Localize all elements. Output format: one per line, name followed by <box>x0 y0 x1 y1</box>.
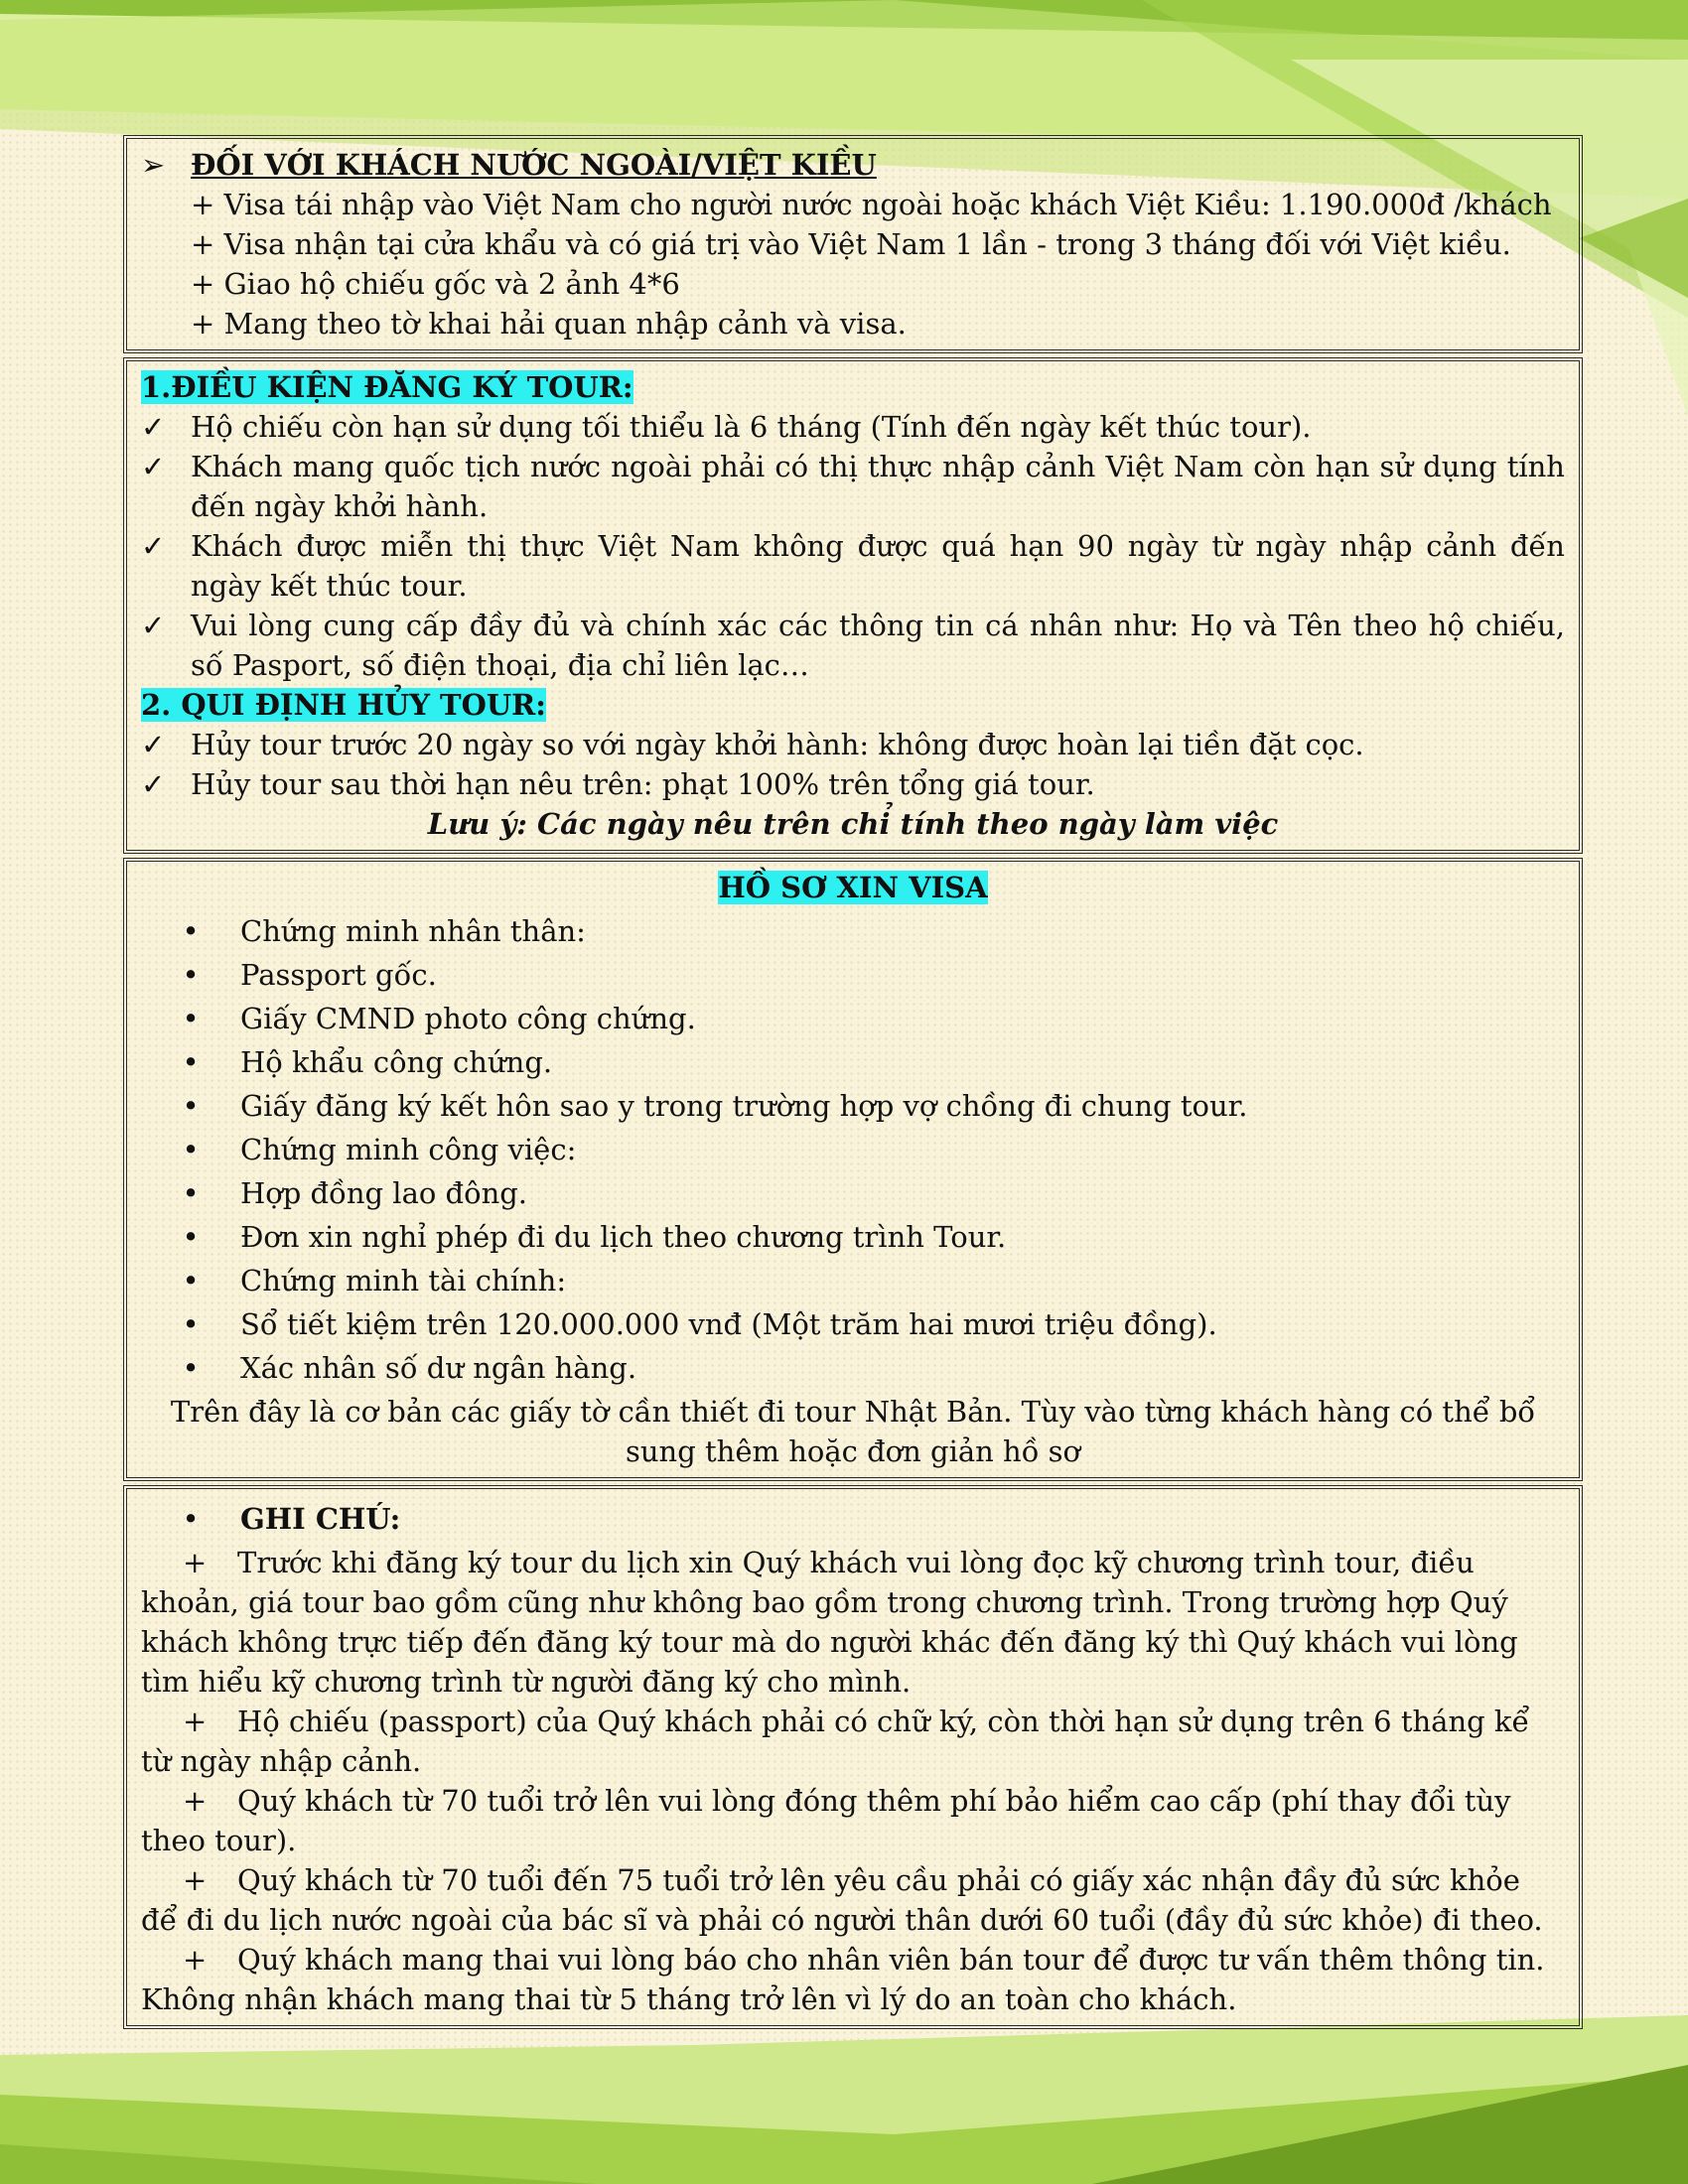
visa-item <box>141 1261 1565 1300</box>
bullet-icon: • <box>182 1002 200 1035</box>
visa-text: Chứng minh công việc: <box>240 1133 577 1166</box>
visa-text: Đơn xin nghỉ phép đi du lịch theo chương trình Tour. <box>240 1220 1007 1254</box>
foreign-line: + Giao hộ chiếu gốc và 2 ảnh 4*6 <box>191 267 680 301</box>
visa-footer: Trên đây là cơ bản các giấy tờ cần thiết đi tour Nhật Bản. Tùy vào từng khách hàng có thể bổ sung thêm hoặc đơn giản hồ sơ <box>170 1395 1536 1468</box>
visa-item <box>141 955 1565 995</box>
note-paragraph <box>141 1860 1565 1940</box>
section-notes <box>123 1485 1583 2029</box>
plus-icon: + <box>183 1863 208 1897</box>
note-paragraph <box>141 1702 1565 1781</box>
note-paragraph <box>141 1940 1565 2019</box>
note-text: Quý khách mang thai vui lòng báo cho nhân viên bán tour để được tư vấn thêm thông tin. Không nhận khách mang thai từ 5 tháng trở lên vì lý do an toàn cho khách. <box>141 1943 1545 2016</box>
visa-text: Hợp đồng lao đông. <box>240 1176 528 1210</box>
condition-item <box>141 606 1565 685</box>
check-icon: ✓ <box>141 728 166 761</box>
cancel-note: Lưu ý: Các ngày nêu trên chỉ tính theo ngày làm việc <box>427 807 1279 841</box>
bullet-icon: • <box>182 1264 200 1297</box>
bullet-icon: • <box>182 1307 200 1341</box>
visa-item <box>141 1173 1565 1213</box>
note-text: Hộ chiếu (passport) của Quý khách phải có chữ ký, còn thời hạn sử dụng trên 6 tháng kể từ ngày nhập cảnh. <box>141 1705 1530 1778</box>
document-content <box>123 135 1583 2033</box>
foreign-line: + Visa nhận tại cửa khẩu và có giá trị vào Việt Nam 1 lần - trong 3 tháng đối với Việt kiều. <box>191 227 1511 261</box>
section-foreign-guests <box>123 135 1583 353</box>
check-icon: ✓ <box>141 529 166 563</box>
section-conditions <box>123 357 1583 854</box>
cancel-text: Hủy tour sau thời hạn nêu trên: phạt 100% trên tổng giá tour. <box>191 767 1095 801</box>
condition-text: Khách được miễn thị thực Việt Nam không được quá hạn 90 ngày từ ngày nhập cảnh đến ngày kết thúc tour. <box>191 529 1565 603</box>
cancel-heading: 2. QUI ĐỊNH HỦY TOUR: <box>141 688 546 722</box>
cancel-item <box>141 725 1565 764</box>
bullet-icon: • <box>182 1351 200 1385</box>
conditions-heading: 1.ĐIỀU KIỆN ĐĂNG KÝ TOUR: <box>141 370 633 404</box>
visa-text: Chứng minh nhân thân: <box>240 914 586 948</box>
visa-text: Giấy đăng ký kết hôn sao y trong trường hợp vợ chồng đi chung tour. <box>240 1089 1248 1123</box>
bullet-icon: • <box>182 958 200 992</box>
notes-heading-row <box>141 1499 1565 1539</box>
visa-heading: HỒ SƠ XIN VISA <box>718 871 988 904</box>
condition-item <box>141 447 1565 526</box>
bullet-icon: • <box>182 1045 200 1079</box>
foreign-line: + Mang theo tờ khai hải quan nhập cảnh và visa. <box>191 307 907 341</box>
cancel-item <box>141 764 1565 804</box>
bullet-icon: • <box>182 1220 200 1254</box>
visa-item <box>141 1086 1565 1126</box>
note-paragraph <box>141 1781 1565 1860</box>
visa-text: Chứng minh tài chính: <box>240 1264 567 1297</box>
visa-item <box>141 1130 1565 1169</box>
notes-heading: GHI CHÚ: <box>240 1502 401 1536</box>
bullet-icon: • <box>182 1133 200 1166</box>
foreign-heading: ĐỐI VỚI KHÁCH NƯỚC NGOÀI/VIỆT KIỀU <box>191 148 877 182</box>
visa-text: Hộ khẩu công chứng. <box>240 1045 553 1079</box>
bullet-icon: • <box>182 914 200 948</box>
plus-icon: + <box>183 1546 208 1579</box>
note-text: Quý khách từ 70 tuổi đến 75 tuổi trở lên yêu cầu phải có giấy xác nhận đầy đủ sức khỏe để đi du lịch nước ngoài của bác sĩ và phải có người thân dưới 60 tuổi (đầy đủ sức khỏe) đi theo. <box>141 1863 1543 1937</box>
bullet-icon: • <box>182 1502 200 1536</box>
visa-item <box>141 1042 1565 1082</box>
plus-icon: + <box>183 1943 208 1977</box>
visa-item <box>141 1217 1565 1257</box>
visa-item <box>141 911 1565 951</box>
condition-item <box>141 407 1565 447</box>
plus-icon: + <box>183 1705 208 1738</box>
check-icon: ✓ <box>141 450 166 483</box>
note-text: Trước khi đăng ký tour du lịch xin Quý khách vui lòng đọc kỹ chương trình tour, điều khoản, giá tour bao gồm cũng như không bao gồm trong chương trình. Trong trường hợp Quý khách không trực tiếp đến đăng ký tour mà do người khác đến đăng ký thì Quý khách vui lòng tìm hiểu kỹ chương trình từ người đăng ký cho mình. <box>141 1546 1518 1699</box>
bullet-icon: • <box>182 1176 200 1210</box>
check-icon: ✓ <box>141 609 166 642</box>
visa-item <box>141 999 1565 1038</box>
condition-text: Khách mang quốc tịch nước ngoài phải có thị thực nhập cảnh Việt Nam còn hạn sử dụng tính đến ngày khởi hành. <box>191 450 1565 523</box>
visa-text: Sổ tiết kiệm trên 120.000.000 vnđ (Một trăm hai mươi triệu đồng). <box>240 1307 1217 1341</box>
plus-icon: + <box>183 1784 208 1818</box>
visa-text: Giấy CMND photo công chứng. <box>240 1002 696 1035</box>
visa-item <box>141 1348 1565 1388</box>
foreign-heading-row <box>141 145 1565 185</box>
condition-item <box>141 526 1565 606</box>
condition-text: Hộ chiếu còn hạn sử dụng tối thiểu là 6 tháng (Tính đến ngày kết thúc tour). <box>191 410 1312 444</box>
condition-text: Vui lòng cung cấp đầy đủ và chính xác các thông tin cá nhân như: Họ và Tên theo hộ chiếu, số Pasport, số điện thoại, địa chỉ liên lạc… <box>191 609 1565 682</box>
visa-text: Xác nhân số dư ngân hàng. <box>240 1351 637 1385</box>
section-visa-documents <box>123 858 1583 1481</box>
arrow-bullet-icon: ➢ <box>141 148 166 182</box>
visa-text: Passport gốc. <box>240 958 437 992</box>
check-icon: ✓ <box>141 767 166 801</box>
cancel-text: Hủy tour trước 20 ngày so với ngày khởi hành: không được hoàn lại tiền đặt cọc. <box>191 728 1364 761</box>
bullet-icon: • <box>182 1089 200 1123</box>
visa-item <box>141 1304 1565 1344</box>
note-paragraph <box>141 1543 1565 1702</box>
check-icon: ✓ <box>141 410 166 444</box>
note-text: Quý khách từ 70 tuổi trở lên vui lòng đóng thêm phí bảo hiểm cao cấp (phí thay đổi tùy theo tour). <box>141 1784 1511 1857</box>
foreign-line: + Visa tái nhập vào Việt Nam cho người nước ngoài hoặc khách Việt Kiều: 1.190.000đ /khách <box>191 188 1552 221</box>
